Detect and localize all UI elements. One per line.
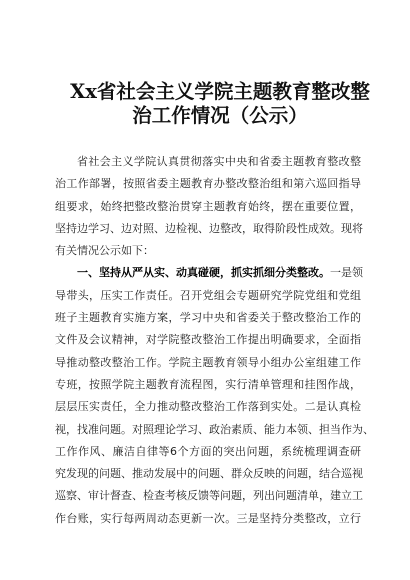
intro-line: 省社会主义学院认真贯彻落实中央和省委主题教育整改整 [77,155,361,168]
intro-line: 坚持边学习、边对照、边检视、边整改，取得阶段性成效。现将 [55,221,363,235]
body-line: 工作作风、廉洁自律等6个方面的突出问题，系统梳理调查研 [55,444,361,458]
body-line: 导推动整改整治工作。学院主题教育领导小组办公室组建工作 [55,355,361,369]
title-line-1: Xx省社会主义学院主题教育整改整 [70,80,370,103]
body-line: 巡察、审计督查、检查考核反馈等问题，列出问题清单，建立工 [55,489,363,503]
body-line: 作台账，实行每两周动态更新一次。三是坚持分类整改，立行 [55,511,361,525]
section-1-first-line [55,262,361,284]
intro-line: 治工作部署，按照省委主题教育办整改整治组和第六巡回指导 [55,177,361,191]
body-line: 班子主题教育实施方案，学习中央和省委关于整改整治工作的 [55,311,361,325]
title-line-2: 治工作情况（公示） [132,104,308,127]
intro-line: 组要求，始终把整改整治贯穿主题教育始终，摆在重要位置， [55,199,361,213]
body-line: 文件及会议精神，对学院整改整治工作提出明确要求，全面指 [55,333,361,347]
body-line: 导带头，压实工作责任。召开党组会专题研究学院党组和党组 [55,288,361,302]
body-line: 视，找准问题。对照理论学习、政治素质、能力本领、担当作为、 [55,422,374,436]
document-title [70,80,370,128]
body-line: 专班，按照学院主题教育流程图，实行清单管理和挂图作战， [55,377,361,391]
body-line: 究发现的问题、推动发展中的问题、群众反映的问题，结合巡视 [55,467,363,481]
section-1-first-tail: 一是领 [330,266,363,280]
body-line: 层层压实责任，全力推动整改整治工作落到实处。二是认真检 [55,400,361,414]
document-body [55,151,374,530]
section-1-heading: 一、坚持从严从实、动真碰硬，抓实抓细分类整改。 [77,266,330,280]
intro-line: 有关情况公示如下： [55,244,154,258]
